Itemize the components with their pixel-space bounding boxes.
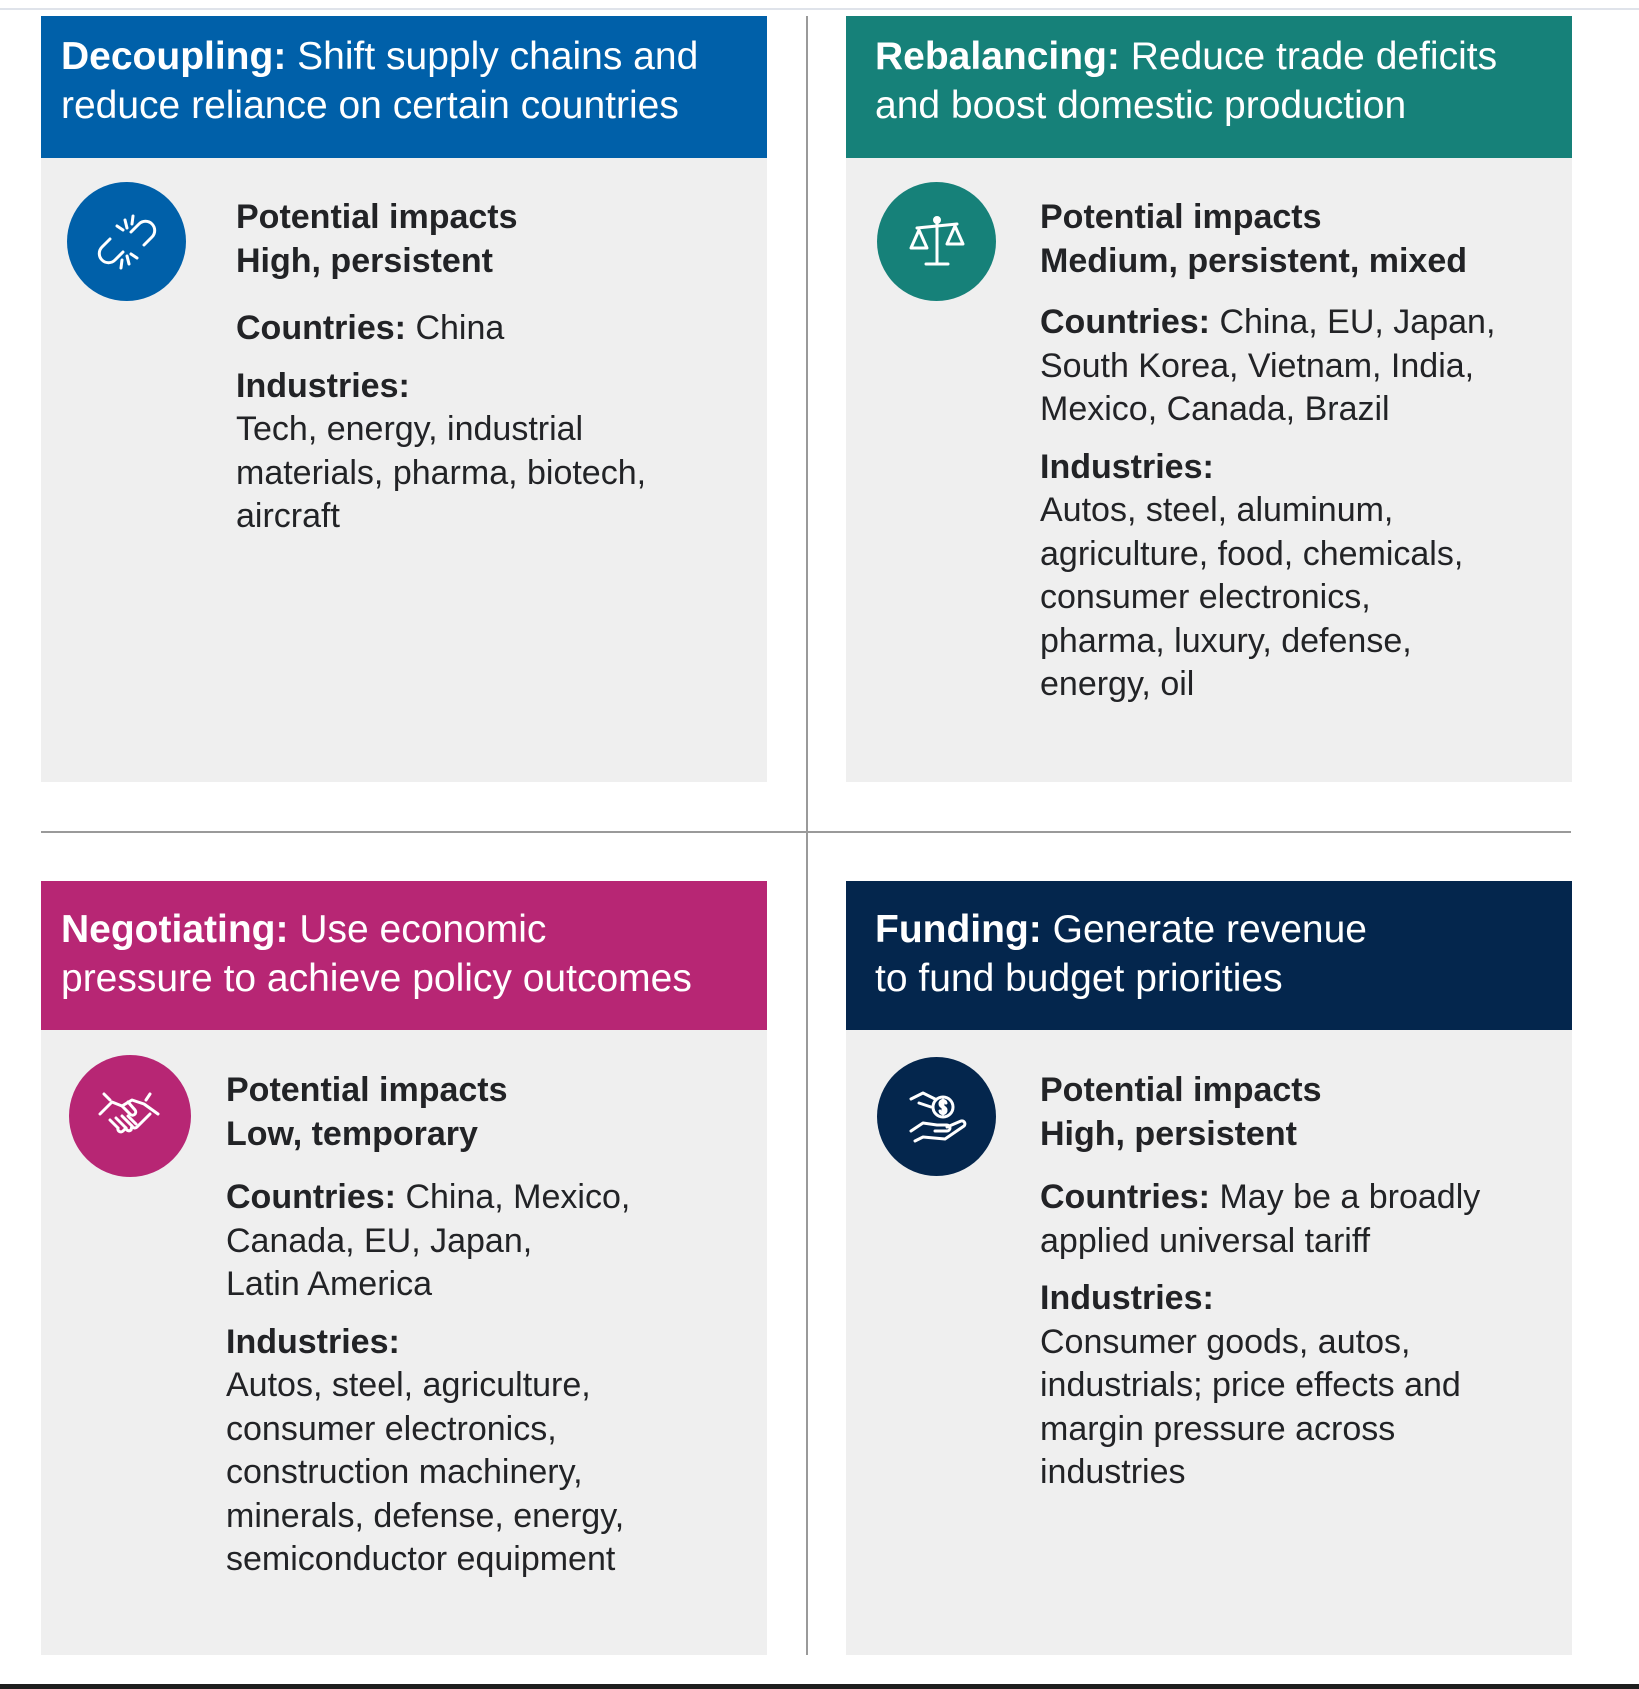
header-title: Funding: — [875, 908, 1042, 951]
header-title: Rebalancing: — [875, 35, 1120, 78]
countries-text — [1040, 1176, 1560, 1263]
impacts-label: Potential impacts — [236, 198, 518, 236]
countries-value: China — [415, 309, 505, 347]
industries-line: minerals, defense, energy, — [226, 1496, 625, 1535]
countries-text — [236, 307, 736, 351]
header-subtitle-1: Use economic — [299, 908, 547, 951]
industries-line: agriculture, food, chemicals, — [1040, 534, 1464, 573]
industries-line: energy, oil — [1040, 665, 1195, 703]
header-subtitle-1: Reduce trade deficits — [1130, 35, 1498, 78]
industries-line: Autos, steel, agriculture, — [226, 1366, 591, 1404]
industries-line: construction machinery, — [226, 1453, 583, 1491]
impact-level: Low, temporary — [226, 1114, 478, 1153]
top-rule — [0, 8, 1639, 10]
industries-line: industrials; price effects and — [1040, 1366, 1461, 1404]
negotiating-panel — [41, 881, 767, 1655]
handshake-icon — [69, 1055, 191, 1177]
header-subtitle-2: pressure to achieve policy outcomes — [61, 957, 692, 1000]
balance-scale-icon — [877, 182, 996, 301]
countries-line: Latin America — [226, 1265, 432, 1303]
vertical-divider — [806, 16, 808, 1655]
bottom-rule — [0, 1684, 1639, 1689]
negotiating-header — [41, 881, 767, 1030]
industries-label: Industries: — [236, 366, 410, 405]
countries-label: Countries: — [1040, 303, 1210, 341]
funding-panel — [846, 881, 1572, 1655]
funding-header — [846, 881, 1572, 1030]
header-title: Negotiating: — [61, 908, 289, 951]
industries-line: Autos, steel, aluminum, — [1040, 491, 1394, 529]
impacts-label: Potential impacts — [1040, 1071, 1322, 1109]
countries-line — [236, 307, 736, 351]
countries-line: South Korea, Vietnam, India, — [1040, 346, 1475, 385]
rebalancing-body — [1040, 196, 1560, 707]
industries-line: consumer electronics, — [1040, 578, 1371, 616]
countries-label: Countries: — [1040, 1178, 1210, 1216]
industries-line: semiconductor equipment — [226, 1540, 616, 1578]
industries-line: materials, pharma, biotech, — [236, 453, 647, 492]
header-subtitle-2: reduce reliance on certain countries — [61, 84, 679, 127]
decoupling-body — [236, 196, 736, 539]
countries-line: Canada, EU, Japan, — [226, 1221, 533, 1260]
countries-label: Countries: — [236, 309, 406, 347]
funding-body — [1040, 1069, 1560, 1495]
countries-line: Mexico, Canada, Brazil — [1040, 390, 1390, 428]
rebalancing-panel — [846, 16, 1572, 782]
industries-label: Industries: — [226, 1322, 400, 1361]
impacts-label: Potential impacts — [1040, 198, 1322, 236]
industries-line: pharma, luxury, defense, — [1040, 621, 1412, 660]
header-line-1 — [61, 32, 747, 81]
countries-label: Countries: — [226, 1178, 396, 1216]
industries-label: Industries: — [1040, 1279, 1214, 1317]
industries-label: Industries: — [1040, 447, 1214, 486]
header-line-1 — [61, 905, 747, 954]
header-subtitle-1: Generate revenue — [1052, 908, 1367, 951]
broken-chain-link-icon — [67, 182, 186, 301]
header-subtitle-2: to fund budget priorities — [875, 957, 1283, 1000]
countries-value: China, EU, Japan, — [1219, 303, 1496, 341]
impact-level: Medium, persistent, mixed — [1040, 241, 1467, 280]
impact-level: High, persistent — [236, 241, 493, 280]
decoupling-header — [41, 16, 767, 158]
countries-line — [1040, 1176, 1560, 1220]
rebalancing-header — [846, 16, 1572, 158]
header-title: Decoupling: — [61, 35, 287, 78]
industries-line: margin pressure across — [1040, 1409, 1396, 1448]
impact-level: High, persistent — [1040, 1114, 1297, 1153]
industries-line: industries — [1040, 1453, 1186, 1491]
header-line-1 — [875, 32, 1552, 81]
header-subtitle-1: Shift supply chains and — [297, 35, 699, 78]
horizontal-divider — [41, 831, 1571, 833]
industries-line: Tech, energy, industrial — [236, 410, 584, 448]
industries-line: Consumer goods, autos, — [1040, 1322, 1411, 1361]
countries-text — [1040, 301, 1560, 432]
industries-line: aircraft — [236, 497, 340, 535]
negotiating-body — [226, 1069, 756, 1582]
countries-value: China, Mexico, — [405, 1178, 631, 1216]
countries-line — [1040, 301, 1560, 345]
countries-value: May be a broadly — [1219, 1178, 1481, 1216]
countries-line: applied universal tariff — [1040, 1221, 1371, 1260]
header-subtitle-2: and boost domestic production — [875, 84, 1407, 127]
hand-with-coin-icon — [877, 1057, 996, 1176]
header-line-1 — [875, 905, 1552, 954]
decoupling-panel — [41, 16, 767, 782]
impacts-label: Potential impacts — [226, 1071, 508, 1109]
countries-text — [226, 1176, 756, 1307]
countries-line — [226, 1176, 756, 1220]
industries-line: consumer electronics, — [226, 1409, 557, 1448]
